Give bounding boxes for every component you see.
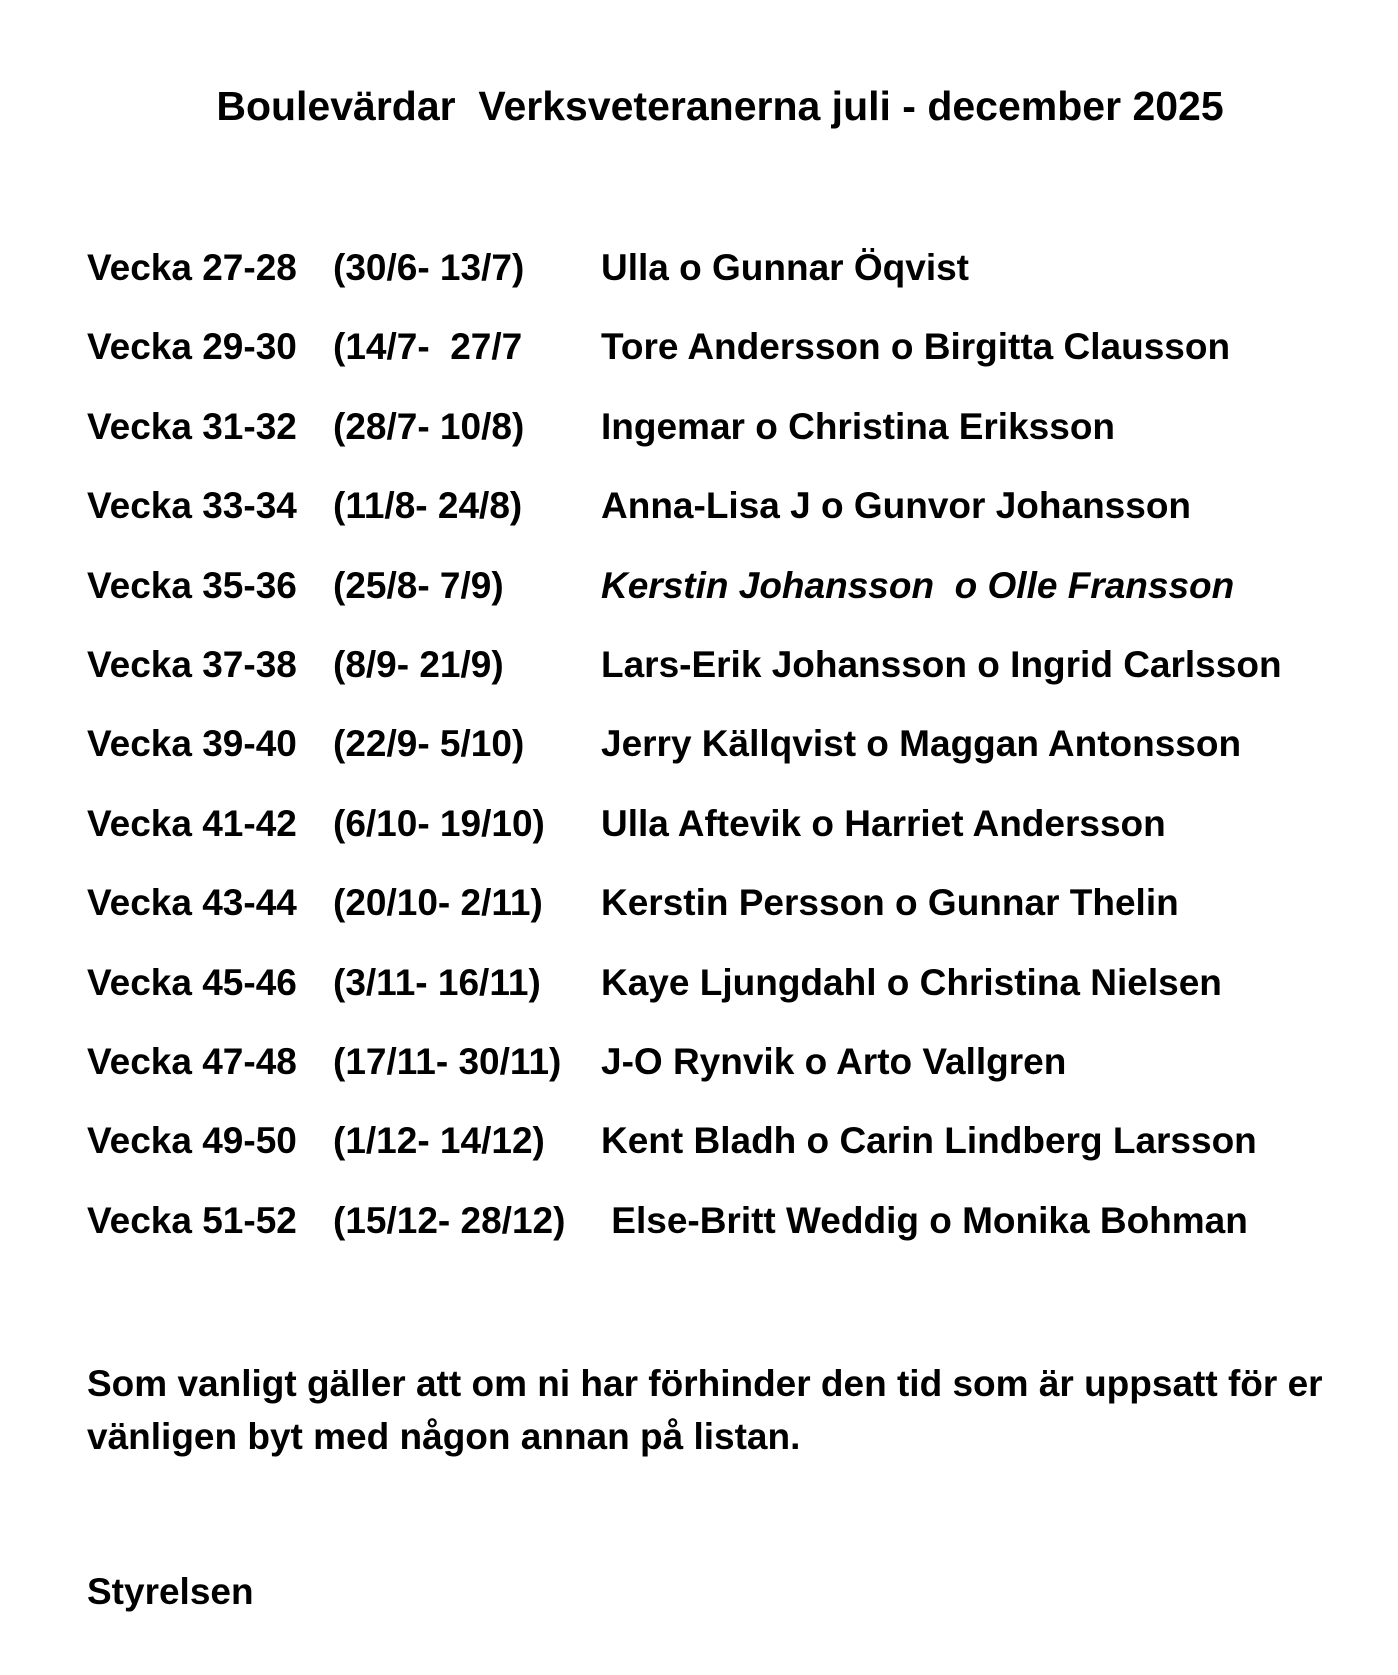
date-range: (22/9- 5/10) — [333, 723, 525, 765]
date-range: (14/7- 27/7 — [333, 326, 523, 368]
week-label: Vecka 27-28 — [87, 247, 297, 288]
week-label: Vecka 41-42 — [87, 802, 297, 844]
schedule-row — [87, 244, 1387, 323]
responsible-names: Jerry Källqvist o Maggan Antonsson — [601, 723, 1242, 765]
responsible-names: Kaye Ljungdahl o Christina Nielsen — [601, 961, 1222, 1003]
responsible-names: Else-Britt Weddig o Monika Bohman — [601, 1199, 1248, 1241]
responsible-names: Anna-Lisa J o Gunvor Johansson — [601, 485, 1192, 527]
date-range: (6/10- 19/10) — [333, 802, 545, 844]
schedule-row — [87, 720, 1387, 799]
responsible-names: Tore Andersson o Birgitta Clausson — [601, 326, 1231, 368]
schedule-row — [87, 879, 1387, 958]
date-range: (8/9- 21/9) — [333, 643, 504, 685]
week-label: Vecka 51-52 — [87, 1199, 297, 1241]
responsible-names: Ulla Aftevik o Harriet Andersson — [601, 802, 1166, 844]
week-label: Vecka 43-44 — [87, 882, 297, 924]
schedule-row — [87, 800, 1387, 879]
week-label: Vecka 45-46 — [87, 961, 297, 1003]
week-label: Vecka 49-50 — [87, 1120, 297, 1162]
schedule-row — [87, 641, 1387, 720]
date-range: (1/12- 14/12) — [333, 1120, 545, 1162]
responsible-names: Kerstin Persson o Gunnar Thelin — [601, 882, 1179, 924]
schedule-row — [87, 959, 1387, 1038]
responsible-names: Lars-Erik Johansson o Ingrid Carlsson — [601, 643, 1282, 685]
week-label: Vecka 29-30 — [87, 326, 297, 368]
week-label: Vecka 33-34 — [87, 485, 297, 527]
note-paragraph: Som vanligt gäller att om ni har förhinder den tid som är uppsatt för er vänligen byt med någon annan på listan. — [87, 1363, 1323, 1457]
date-range: (15/12- 28/12) — [333, 1199, 566, 1241]
schedule-row — [87, 1038, 1387, 1117]
responsible-names: Kent Bladh o Carin Lindberg Larsson — [601, 1120, 1257, 1162]
week-label: Vecka 37-38 — [87, 643, 297, 685]
date-range: (25/8- 7/9) — [333, 564, 504, 606]
date-range: (30/6- 13/7) — [333, 247, 525, 288]
responsible-names: J-O Rynvik o Arto Vallgren — [601, 1040, 1067, 1082]
week-label: Vecka 35-36 — [87, 564, 297, 606]
date-range: (3/11- 16/11) — [333, 961, 541, 1003]
schedule-row — [87, 323, 1387, 402]
date-range: (11/8- 24/8) — [333, 485, 523, 527]
week-label: Vecka 47-48 — [87, 1040, 297, 1082]
date-range: (17/11- 30/11) — [333, 1040, 562, 1082]
document-title: Boulevärdar Verksveteranerna juli - december 2025 — [216, 83, 1224, 129]
schedule-list — [87, 244, 1387, 1276]
schedule-row — [87, 403, 1387, 482]
schedule-row — [87, 482, 1387, 561]
schedule-row — [87, 562, 1387, 641]
schedule-row — [87, 1117, 1387, 1196]
responsible-names: Ingemar o Christina Eriksson — [601, 405, 1116, 447]
responsible-names: Ulla o Gunnar Öqvist — [601, 247, 969, 288]
date-range: (20/10- 2/11) — [333, 882, 543, 924]
week-label: Vecka 39-40 — [87, 723, 297, 765]
responsible-names: Kerstin Johansson o Olle Fransson — [601, 564, 1235, 606]
week-label: Vecka 31-32 — [87, 405, 297, 447]
schedule-row — [87, 1197, 1387, 1276]
signature: Styrelsen — [87, 1571, 254, 1612]
date-range: (28/7- 10/8) — [333, 405, 525, 447]
